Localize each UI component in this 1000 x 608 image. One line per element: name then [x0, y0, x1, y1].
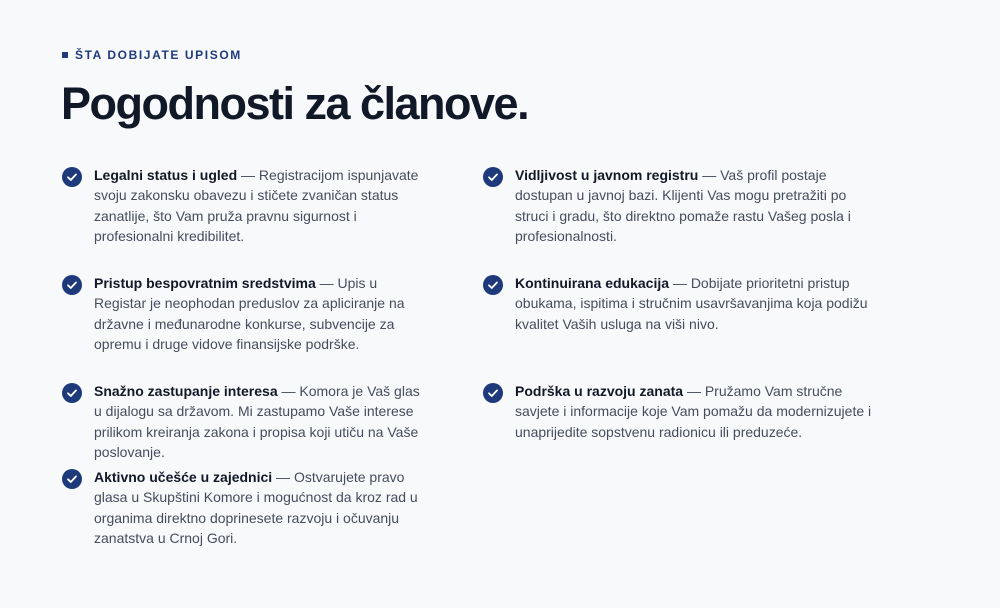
benefit-item-community — [62, 467, 422, 557]
check-circle-icon — [483, 167, 503, 187]
benefit-description: — Upis u Registar je neophodan preduslov za apliciranje na državne i međunarodne konkurse, subvencije za opremu i druge vidove finansijske podrške. — [94, 275, 405, 352]
benefit-item-legal-status — [62, 165, 422, 273]
square-bullet-icon — [62, 52, 68, 58]
benefit-lead: Aktivno učešće u zajednici — [94, 469, 273, 485]
benefit-lead: Legalni status i ugled — [94, 167, 238, 183]
benefits-grid — [62, 165, 882, 557]
check-circle-icon — [62, 275, 82, 295]
benefit-text — [94, 381, 422, 462]
benefit-item-craft-support — [483, 381, 883, 467]
check-circle-icon — [483, 275, 503, 295]
benefit-description: — Registracijom ispunjavate svoju zakonsku obavezu i stičete zvaničan status zanatlije, što Vam pruža pravnu sigurnost i profesionalni kredibilitet. — [94, 167, 419, 244]
benefit-text — [94, 273, 422, 354]
benefit-lead: Pristup bespovratnim sredstvima — [94, 275, 316, 291]
benefit-text — [94, 165, 422, 246]
benefit-item-grants — [62, 273, 422, 381]
check-circle-icon — [62, 469, 82, 489]
benefit-item-representation — [62, 381, 422, 467]
eyebrow-label: ŠTA DOBIJATE UPISOM — [75, 48, 242, 62]
benefit-text — [94, 467, 422, 548]
benefit-text — [515, 165, 883, 246]
benefit-description: — Dobijate prioritetni pristup obukama, ispitima i stručnim usavršavanjima koja podižu kvalitet Vaših usluga na viši nivo. — [515, 275, 868, 332]
benefit-lead: Podrška u razvoju zanata — [515, 383, 684, 399]
benefit-text — [515, 381, 883, 442]
check-circle-icon — [483, 383, 503, 403]
benefit-lead: Vidljivost u javnom registru — [515, 167, 699, 183]
benefit-item-visibility — [483, 165, 883, 273]
check-circle-icon — [62, 383, 82, 403]
page-title: Pogodnosti za članove. — [61, 78, 529, 129]
benefit-lead: Kontinuirana edukacija — [515, 275, 670, 291]
section-eyebrow — [62, 48, 242, 62]
benefit-description: — Vaš profil postaje dostupan u javnoj bazi. Klijenti Vas mogu pretražiti po struci i gradu, što direktno pomaže rastu Vašeg posla i profesionalnosti. — [515, 167, 851, 244]
benefit-description: — Ostvarujete pravo glasa u Skupštini Komore i mogućnost da kroz rad u organima direktno doprinesete razvoju i očuvanju zanatstva u Crnoj Gori. — [94, 469, 418, 546]
benefit-lead: Snažno zastupanje interesa — [94, 383, 278, 399]
check-circle-icon — [62, 167, 82, 187]
benefit-description: — Komora je Vaš glas u dijalogu sa državom. Mi zastupamo Vaše interese prilikom kreiranja zakona i propisa koji utiču na Vaše poslovanje. — [94, 383, 420, 460]
benefit-item-education — [483, 273, 883, 381]
benefit-description: — Pružamo Vam stručne savjete i informacije koje Vam pomažu da modernizujete i unaprijedite sopstvenu radionicu ili preduzeće. — [515, 383, 872, 440]
benefit-text — [515, 273, 883, 334]
